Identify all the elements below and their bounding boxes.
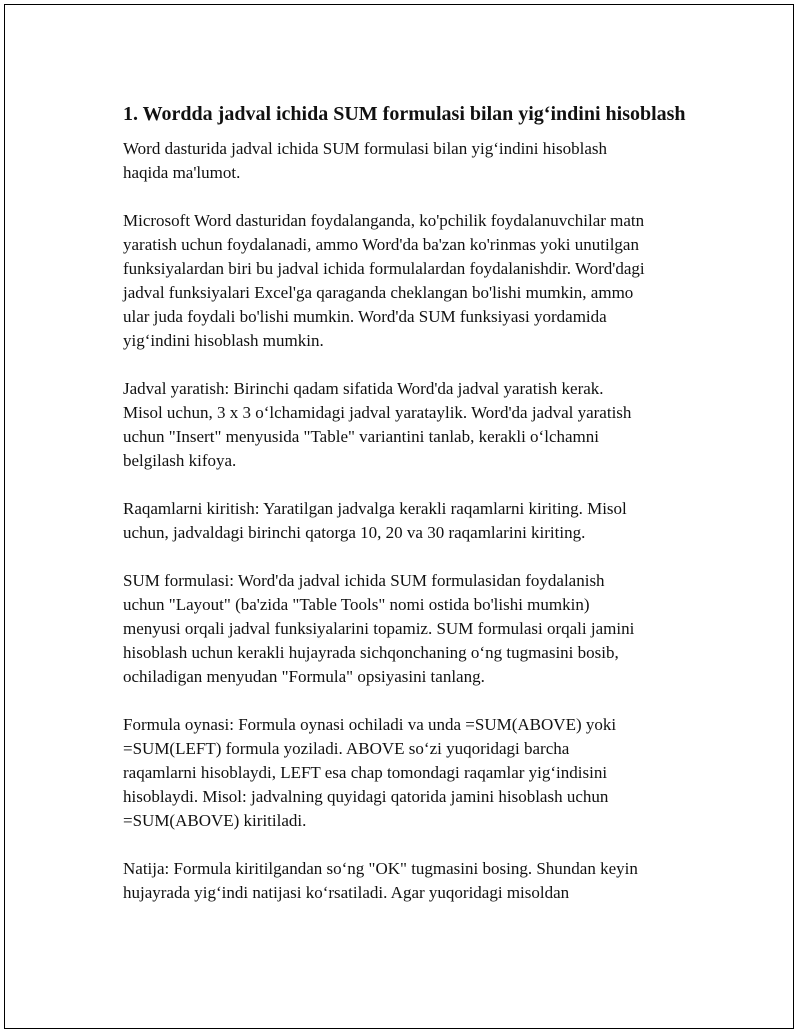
page-frame (4, 4, 794, 1029)
result-paragraph: Natija: Formula kiritilgandan so‘ng "OK" tugmasini bosing. Shundan keyin hujayrada yig‘indi natijasi ko‘rsatiladi. Agar yuqoridagi misoldan (123, 859, 638, 902)
sum-formula-paragraph: SUM formulasi: Word'da jadval ichida SUM formulasidan foydalanish uchun "Layout" (ba'zida "Table Tools" nomi ostida bo'lishi mumkin) menyusi orqali jadval funksiyalarini topamiz. SUM formulasi orqali jamini hisoblash uchun kerakli hujayrada sichqonchaning o‘ng tugmasini bosib, ochiladigan menyudan "Formula" opsiyasini tanlang. (123, 571, 635, 686)
document-body (123, 101, 693, 929)
create-table-paragraph: Jadval yaratish: Birinchi qadam sifatida Word'da jadval yaratish kerak. Misol uchun, 3 x 3 o‘lchamidagi jadval yarataylik. Word'da jadval yaratish uchun "Insert" menyusida "Table" variantini tanlab, kerakli o‘lchamni belgilash kifoya. (123, 379, 632, 470)
overview-paragraph: Microsoft Word dasturidan foydalanganda, ko'pchilik foydalanuvchilar matn yaratish uchun foydalanadi, ammo Word'da ba'zan ko'rinmas yoki unutilgan funksiyalardan biri bu jadval ichida formulalardan foydalanishdir. Word'dagi jadval funksiyalari Excel'ga qaraganda cheklangan bo'lishi mumkin, ammo ular juda foydali bo'lishi mumkin. Word'da SUM funksiyasi yordamida yig‘indini hisoblash mumkin. (123, 211, 645, 350)
enter-numbers-paragraph: Raqamlarni kiritish: Yaratilgan jadvalga kerakli raqamlarni kiriting. Misol uchun, jadvaldagi birinchi qatorga 10, 20 va 30 raqamlarini kiriting. (123, 499, 627, 542)
intro-paragraph: Word dasturida jadval ichida SUM formulasi bilan yig‘indini hisoblash haqida ma'lumot. (123, 139, 608, 182)
formula-dialog-paragraph: Formula oynasi: Formula oynasi ochiladi va unda =SUM(ABOVE) yoki =SUM(LEFT) formula yoziladi. ABOVE so‘zi yuqoridagi barcha raqamlarni hisoblaydi, LEFT esa chap tomondagi raqamlar yig‘indisini hisoblaydi. Misol: jadvalning quyidagi qatorida jamini hisoblash uchun =SUM(ABOVE) kiritiladi. (123, 715, 617, 830)
document-title: 1. Wordda jadval ichida SUM formulasi bilan yig‘indini hisoblash (123, 103, 686, 125)
